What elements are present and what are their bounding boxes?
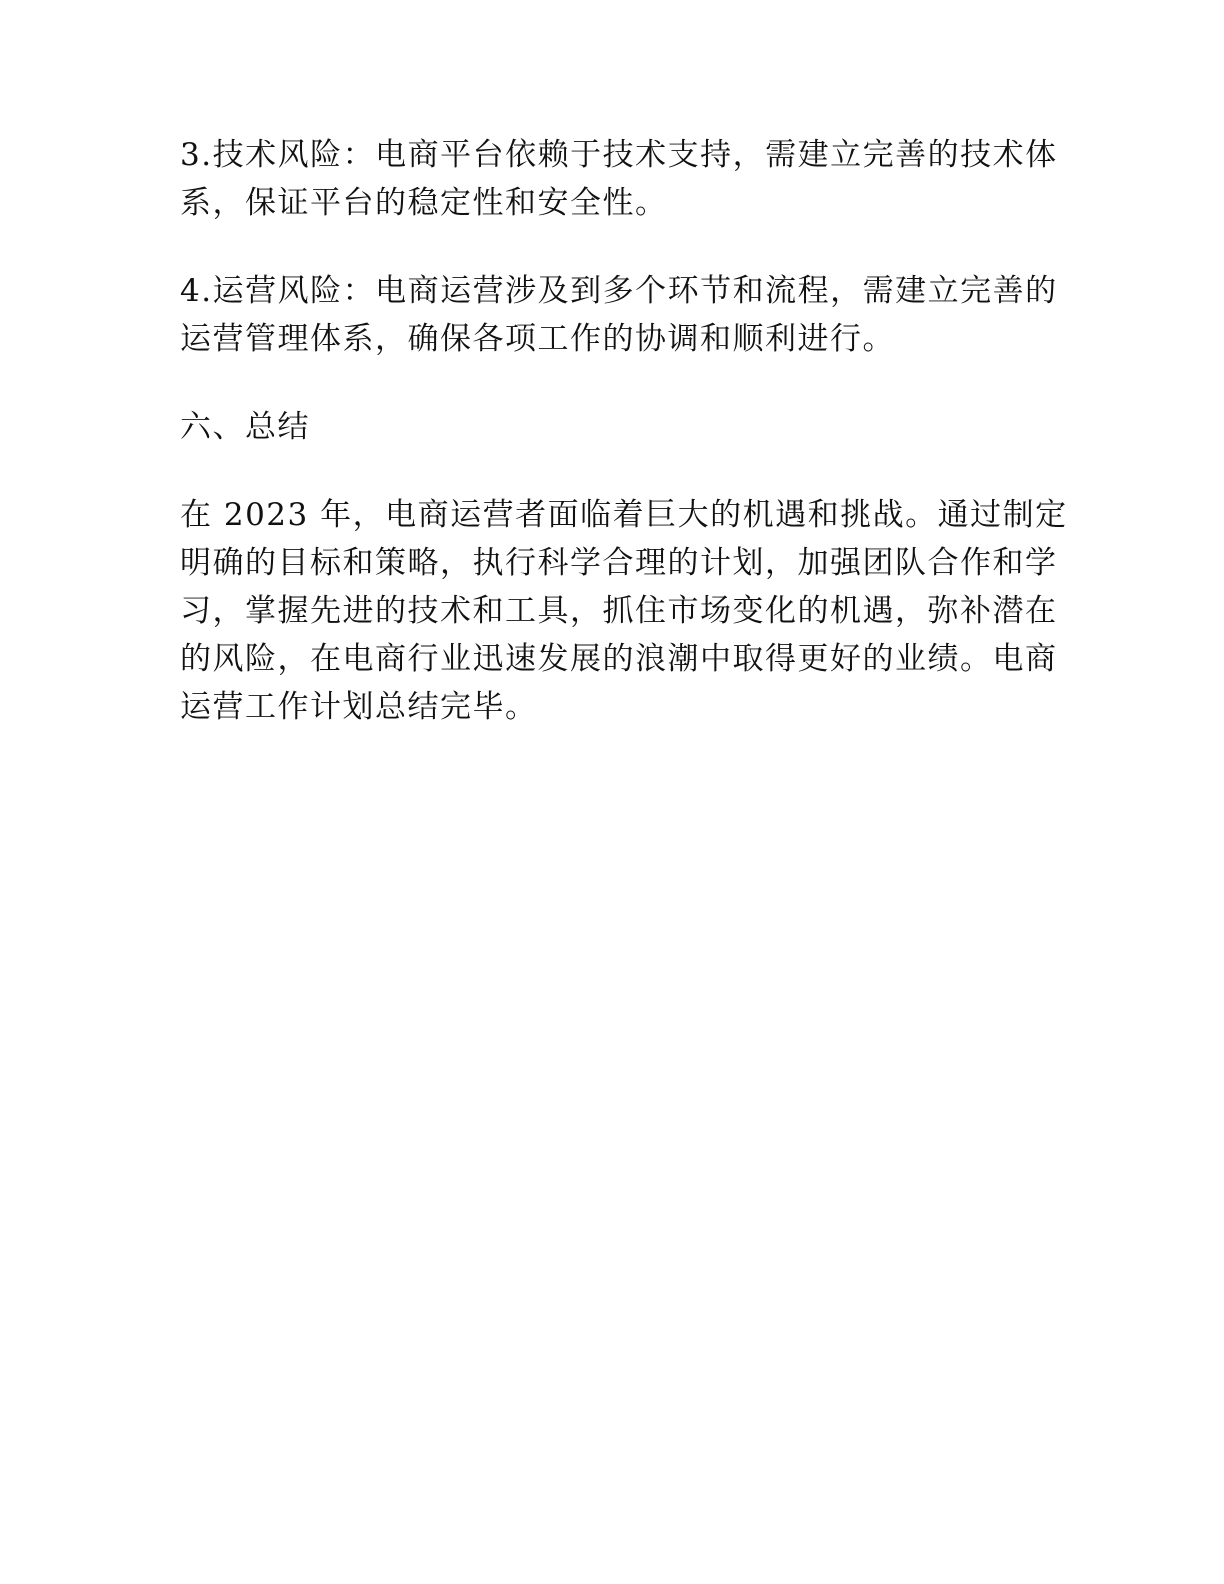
- paragraph-line: 系，保证平台的稳定性和安全性。: [180, 185, 668, 221]
- paragraph-line: 习，掌握先进的技术和工具，抓住市场变化的机遇，弥补潜在: [180, 593, 1058, 629]
- risk-item-operations: [180, 267, 1058, 363]
- document-body: [180, 131, 1068, 731]
- paragraph-line: 的风险，在电商行业迅速发展的浪潮中取得更好的业绩。电商: [180, 641, 1058, 677]
- heading-text: 六、总结: [180, 409, 310, 445]
- section-heading-summary: [180, 403, 1040, 451]
- paragraph-line: 明确的目标和策略，执行科学合理的计划，加强团队合作和学: [180, 545, 1058, 581]
- risk-item-technical: [180, 131, 1058, 227]
- paragraph-line: 4.运营风险：电商运营涉及到多个环节和流程，需建立完善的: [180, 273, 1058, 309]
- summary-paragraph: [180, 491, 1068, 731]
- paragraph-line: 运营管理体系，确保各项工作的协调和顺利进行。: [180, 321, 895, 357]
- paragraph-line: 在 2023 年，电商运营者面临着巨大的机遇和挑战。通过制定: [180, 497, 1068, 533]
- paragraph-line: 3.技术风险：电商平台依赖于技术支持，需建立完善的技术体: [180, 137, 1058, 173]
- paragraph-line: 运营工作计划总结完毕。: [180, 689, 538, 725]
